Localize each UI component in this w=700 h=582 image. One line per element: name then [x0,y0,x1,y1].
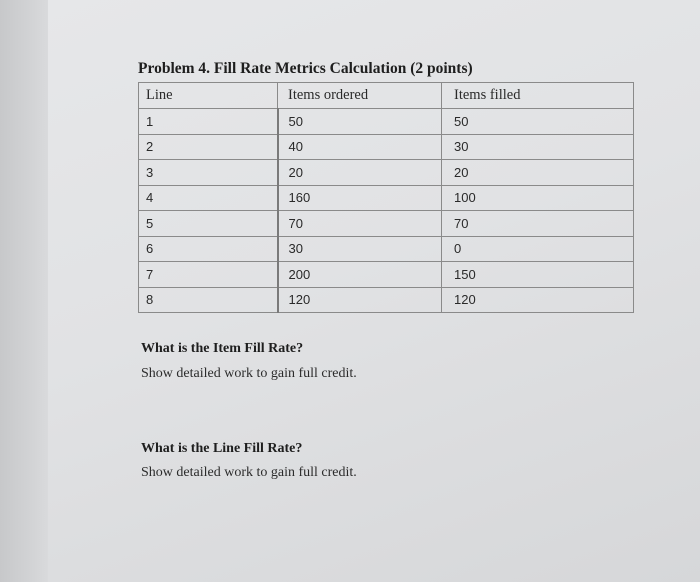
header-items-ordered: Items ordered [278,83,442,109]
cell-items-ordered: 40 [278,134,442,160]
instruction-line-fill-rate: Show detailed work to gain full credit. [141,465,357,480]
cell-items-filled: 100 [442,185,634,211]
cell-line: 2 [139,134,278,160]
table-row [139,109,634,135]
table-row [139,134,634,160]
question-item-fill-rate: What is the Item Fill Rate? [141,341,304,356]
table-row [139,160,634,186]
table-row [139,236,634,262]
cell-items-filled: 20 [442,160,634,186]
cell-line: 8 [139,287,278,313]
instruction-item-fill-rate: Show detailed work to gain full credit. [141,366,357,381]
cell-line: 1 [139,109,278,135]
table-row [139,211,634,237]
cell-items-ordered: 70 [278,211,442,237]
desk-edge [0,0,48,582]
cell-items-ordered: 160 [278,185,442,211]
table-row [139,185,634,211]
cell-line: 7 [139,262,278,288]
cell-line: 3 [139,160,278,186]
fill-rate-table [138,82,634,313]
cell-items-ordered: 200 [278,262,442,288]
cell-items-ordered: 30 [278,236,442,262]
cell-items-filled: 30 [442,134,634,160]
problem-title: Problem 4. Fill Rate Metrics Calculation (2 points) [138,60,473,77]
table-header-row [139,83,634,109]
cell-items-filled: 150 [442,262,634,288]
question-line-fill-rate: What is the Line Fill Rate? [141,441,303,456]
table-row [139,262,634,288]
cell-line: 6 [139,236,278,262]
cell-line: 4 [139,185,278,211]
cell-line: 5 [139,211,278,237]
table-row [139,287,634,313]
cell-items-filled: 70 [442,211,634,237]
cell-items-ordered: 120 [278,287,442,313]
cell-items-filled: 50 [442,109,634,135]
header-items-filled: Items filled [442,83,634,109]
cell-items-filled: 120 [442,287,634,313]
cell-items-filled: 0 [442,236,634,262]
cell-items-ordered: 20 [278,160,442,186]
header-line: Line [139,83,278,109]
cell-items-ordered: 50 [278,109,442,135]
